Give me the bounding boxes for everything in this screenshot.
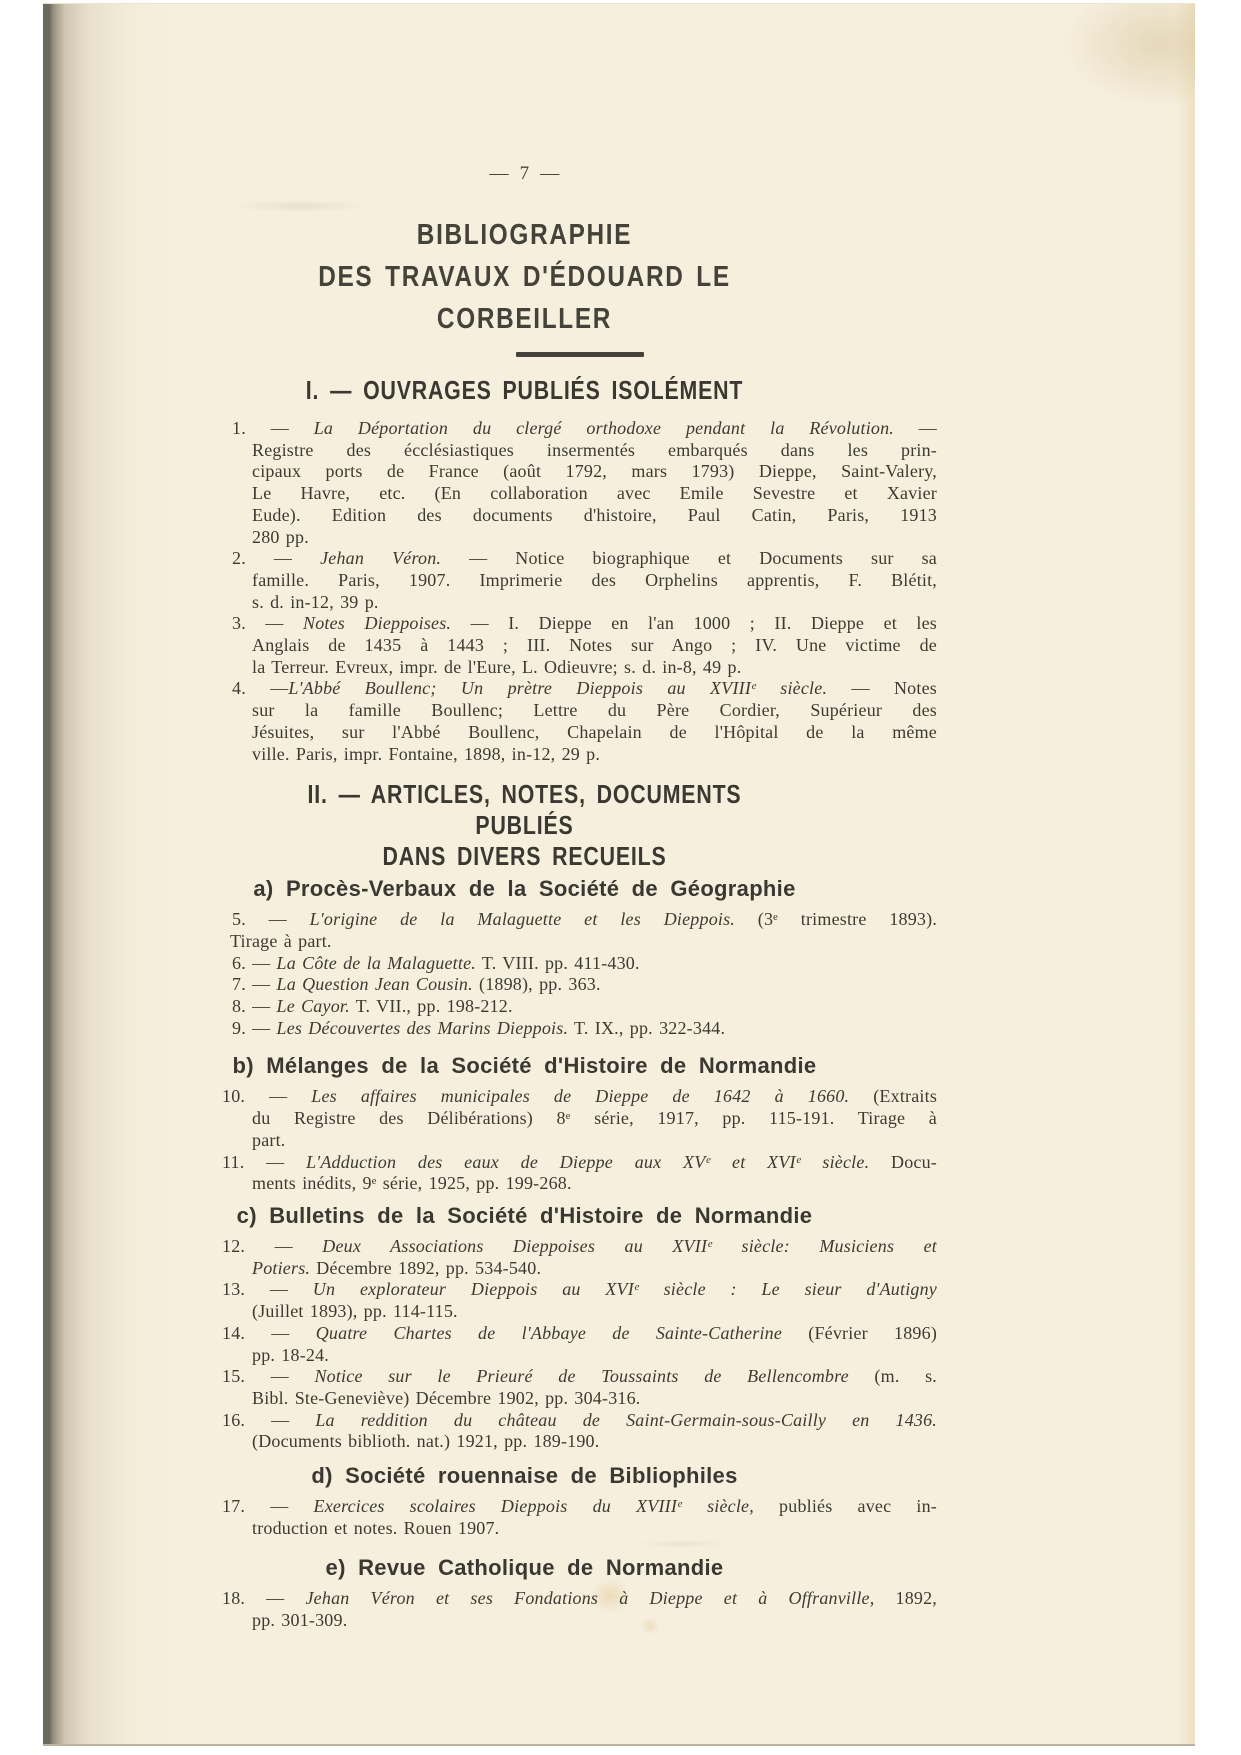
page-number: — 7 —	[489, 163, 560, 184]
entry-text: la Terreur. Evreux, impr. de l'Eure, L. Odieuvre; s. d. in-8, 49 p.	[252, 656, 742, 677]
entry-text: Registre des écclésiastiques insermentés embarqués dans les prin-	[252, 439, 937, 460]
main-title-line-1: BIBLIOGRAPHIE	[416, 219, 633, 251]
entry-title-italic: La Question Jean Cousin.	[276, 974, 473, 995]
entry-number: 2. —	[232, 548, 321, 569]
entry-title-italic: La reddition du château de Saint-Germain-sous-Cailly en 1436.	[315, 1409, 937, 1430]
bibliography-entry	[222, 418, 937, 548]
bibliography-entry	[222, 909, 937, 952]
subsection-heading: c) Bulletins de la Société d'Histoire de Normandie	[236, 1202, 813, 1228]
subsection-heading: b) Mélanges de la Société d'Histoire de Normandie	[232, 1053, 817, 1079]
entry-line	[222, 440, 937, 462]
entry-title-italic: L'origine de la Malaguette et les Dieppois.	[309, 909, 736, 930]
entry-text: Décembre 1892, pp. 534-540.	[310, 1257, 542, 1278]
entry-title-italic: L'Abbé Boullenc; Un prètre Dieppois au XVIIIᵉ siècle.	[288, 678, 828, 699]
entry-title-italic: Le Cayor.	[276, 996, 350, 1017]
entry-text: (Juillet 1893), pp. 114-115.	[252, 1301, 458, 1322]
entry-text: 1892,	[874, 1588, 938, 1609]
entry-title-italic: Jehan Véron.	[320, 548, 442, 569]
entry-line	[222, 1610, 937, 1632]
entry-title-italic: L'Adduction des eaux de Dieppe aux XVᵉ et XVIᵉ siècle.	[306, 1151, 870, 1172]
entry-text: Le Havre, etc. (En collaboration avec Emile Sevestre et Xavier	[252, 483, 937, 504]
entry-text: troduction et notes. Rouen 1907.	[252, 1517, 500, 1538]
entry-line	[222, 657, 937, 679]
entry-text: Docu-	[869, 1151, 937, 1172]
entry-line	[222, 1086, 937, 1108]
entry-line	[222, 418, 937, 440]
entry-line	[222, 548, 937, 570]
entry-number: 15. —	[222, 1366, 315, 1387]
entry-line	[222, 931, 937, 953]
entry-text: T. IX., pp. 322-344.	[568, 1017, 726, 1038]
entry-title-italic: Les Découvertes des Marins Dieppois.	[276, 1017, 569, 1038]
entry-number: 17. —	[222, 1496, 314, 1517]
entry-number: 1. —	[232, 418, 314, 438]
entry-title-italic: Jehan Véron et ses Fondations à Dieppe et à Offranville,	[305, 1588, 875, 1609]
entry-line	[222, 1345, 937, 1367]
bibliography-entry	[222, 1410, 937, 1453]
entry-line	[222, 678, 937, 700]
entry-line	[222, 1323, 937, 1345]
entry-title-italic: Potiers.	[252, 1257, 311, 1278]
entry-text: pp. 18-24.	[252, 1344, 329, 1365]
entry-line	[222, 953, 937, 975]
entry-title-italic: Notes Dieppoises.	[303, 613, 452, 634]
book-page-paper	[43, 3, 1195, 1746]
entry-line	[222, 635, 937, 657]
entry-line	[222, 613, 937, 635]
entry-text: pp. 301-309.	[252, 1610, 348, 1631]
entry-title-italic: Les affaires municipales de Dieppe de 1642 à 1660.	[311, 1086, 850, 1107]
section-heading-line-2: DANS DIVERS RECUEILS	[382, 841, 667, 872]
entry-text: T. VII., pp. 198-212.	[349, 996, 513, 1017]
entry-line	[222, 1301, 937, 1323]
entry-title-italic: La Côte de la Malaguette.	[276, 952, 476, 973]
bibliography-entry	[222, 1323, 937, 1366]
entry-line	[222, 1518, 937, 1540]
entry-text: cipaux ports de France (août 1792, mars 1793) Dieppe, Saint-Valery,	[252, 461, 937, 482]
entry-title-italic: Exercices scolaires Dieppois du XVIIIᵉ siècle,	[313, 1496, 754, 1517]
entry-line	[222, 1018, 937, 1040]
bibliography-entry	[222, 1236, 937, 1279]
entry-number: 4. —	[232, 678, 289, 699]
entry-number: 3. —	[232, 613, 303, 634]
entry-text: publiés avec in-	[753, 1496, 937, 1517]
entry-text: famille. Paris, 1907. Imprimerie des Orphelins apprentis, F. Blétit,	[252, 569, 937, 590]
entry-number: 11. —	[222, 1151, 307, 1172]
entry-line	[222, 1588, 937, 1610]
entry-line	[222, 1496, 937, 1518]
entry-text: — Notes	[827, 678, 937, 699]
entry-text: (Février 1896)	[782, 1322, 938, 1343]
entry-line	[222, 996, 937, 1018]
entry-line	[222, 1258, 937, 1280]
entry-line	[222, 974, 937, 996]
entry-text: Jésuites, sur l'Abbé Boullenc, Chapelain de l'Hôpital de la même	[252, 721, 937, 742]
entry-line	[222, 1173, 937, 1195]
entry-title-italic: Quatre Chartes de l'Abbaye de Sainte-Catherine	[315, 1322, 783, 1343]
entry-number: 9. —	[232, 1017, 277, 1038]
entry-text: Tirage à part.	[230, 930, 332, 951]
entry-title-italic: Un explorateur Dieppois au XVIᵉ siècle : Le sieur d'Autigny	[312, 1279, 937, 1300]
bibliography-entry	[222, 1496, 937, 1539]
entry-number: 10. —	[222, 1086, 312, 1107]
entry-text: Bibl. Ste-Geneviève) Décembre 1902, pp. 304-316.	[252, 1387, 641, 1408]
bibliography-entry	[222, 996, 937, 1018]
entry-text: (3ᵉ trimestre 1893).	[735, 909, 938, 930]
entry-line	[222, 744, 937, 766]
entry-title-italic: La Déportation du clergé orthodoxe pendant la Révolution.	[313, 418, 894, 438]
entry-line	[222, 1388, 937, 1410]
entry-text: ville. Paris, impr. Fontaine, 1898, in-12, 29 p.	[252, 743, 601, 764]
entry-text: part.	[252, 1129, 286, 1150]
entry-title-italic: Notice sur le Prieuré de Toussaints de Bellencombre	[314, 1366, 849, 1387]
entry-line	[222, 527, 937, 549]
bibliography-entry	[222, 548, 937, 613]
bibliography-entry	[222, 953, 937, 975]
entry-line	[222, 1410, 937, 1432]
entry-number: 18. —	[222, 1588, 306, 1609]
bibliography-entry	[222, 1086, 937, 1151]
divider-rule	[516, 352, 644, 357]
entry-number: 6. —	[232, 952, 277, 973]
entry-line	[222, 483, 937, 505]
bibliography-entry	[222, 1279, 937, 1322]
main-title	[222, 214, 827, 340]
entry-line	[222, 505, 937, 527]
subsection-heading: a) Procès-Verbaux de la Société de Géographie	[253, 876, 796, 902]
bibliography-blocks	[222, 377, 937, 1632]
entry-text: (Documents biblioth. nat.) 1921, pp. 189-190.	[252, 1431, 600, 1452]
entry-line	[222, 700, 937, 722]
entry-text: ments inédits, 9ᵉ série, 1925, pp. 199-268.	[252, 1173, 572, 1194]
entry-line	[222, 1236, 937, 1258]
entry-line	[222, 1431, 937, 1453]
entry-number: 13. —	[222, 1279, 313, 1300]
entry-text: T. VIII. pp. 411-430.	[475, 952, 640, 973]
entry-line	[222, 1130, 937, 1152]
bibliography-entry	[222, 974, 937, 996]
entry-line	[222, 1279, 937, 1301]
entry-line	[222, 722, 937, 744]
entry-text: s. d. in-12, 39 p.	[252, 591, 379, 612]
subsection-heading: e) Revue Catholique de Normandie	[325, 1555, 724, 1581]
entry-line	[222, 1108, 937, 1130]
entry-text: (Extraits	[849, 1086, 938, 1107]
entry-text: — Notice biographique et Documents sur sa	[441, 548, 937, 569]
entry-line	[222, 461, 937, 483]
entry-text: Anglais de 1435 à 1443 ; III. Notes sur Ango ; IV. Une victime de	[252, 635, 937, 656]
entry-number: 8. —	[232, 996, 277, 1017]
entry-line	[222, 592, 937, 614]
entry-line	[222, 570, 937, 592]
entry-text: (m. s.	[848, 1366, 937, 1387]
entry-line	[222, 909, 937, 931]
entry-text: sur la famille Boullenc; Lettre du Père Cordier, Supérieur des	[252, 700, 937, 721]
entry-title-italic: Deux Associations Dieppoises au XVIIᵉ siècle: Musiciens et	[322, 1235, 938, 1256]
entry-number: 5. —	[232, 909, 310, 930]
entry-text: Eude). Edition des documents d'histoire, Paul Catin, Paris, 1913	[252, 504, 937, 525]
bibliography-entry	[222, 678, 937, 765]
entry-text: 280 pp.	[252, 526, 309, 547]
section-heading: I. — OUVRAGES PUBLIÉS ISOLÉMENT	[305, 375, 744, 405]
entry-text: (1898), pp. 363.	[472, 974, 601, 995]
subsection-heading: d) Société rouennaise de Bibliophiles	[311, 1463, 738, 1489]
entry-text: —	[894, 418, 937, 438]
entry-number: 12. —	[222, 1235, 323, 1256]
entry-line	[222, 1152, 937, 1174]
page-content	[222, 163, 937, 1632]
entry-number: 16. —	[222, 1409, 316, 1430]
bibliography-entry	[222, 1366, 937, 1409]
bibliography-entry	[222, 1152, 937, 1195]
entry-number: 7. —	[232, 974, 277, 995]
entry-number: 14. —	[222, 1322, 316, 1343]
section-heading	[222, 779, 827, 872]
main-title-line-2: DES TRAVAUX D'ÉDOUARD LE CORBEILLER	[318, 261, 731, 335]
bibliography-entry	[222, 613, 937, 678]
bibliography-entry	[222, 1018, 937, 1040]
section-heading-line-1: II. — ARTICLES, NOTES, DOCUMENTS PUBLIÉS	[307, 779, 742, 841]
entry-line	[222, 1366, 937, 1388]
entry-text: — I. Dieppe en l'an 1000 ; II. Dieppe et les	[451, 613, 938, 634]
bibliography-entry	[222, 1588, 937, 1631]
entry-text: du Registre des Délibérations) 8ᵉ série, 1917, pp. 115-191. Tirage à	[252, 1108, 937, 1129]
